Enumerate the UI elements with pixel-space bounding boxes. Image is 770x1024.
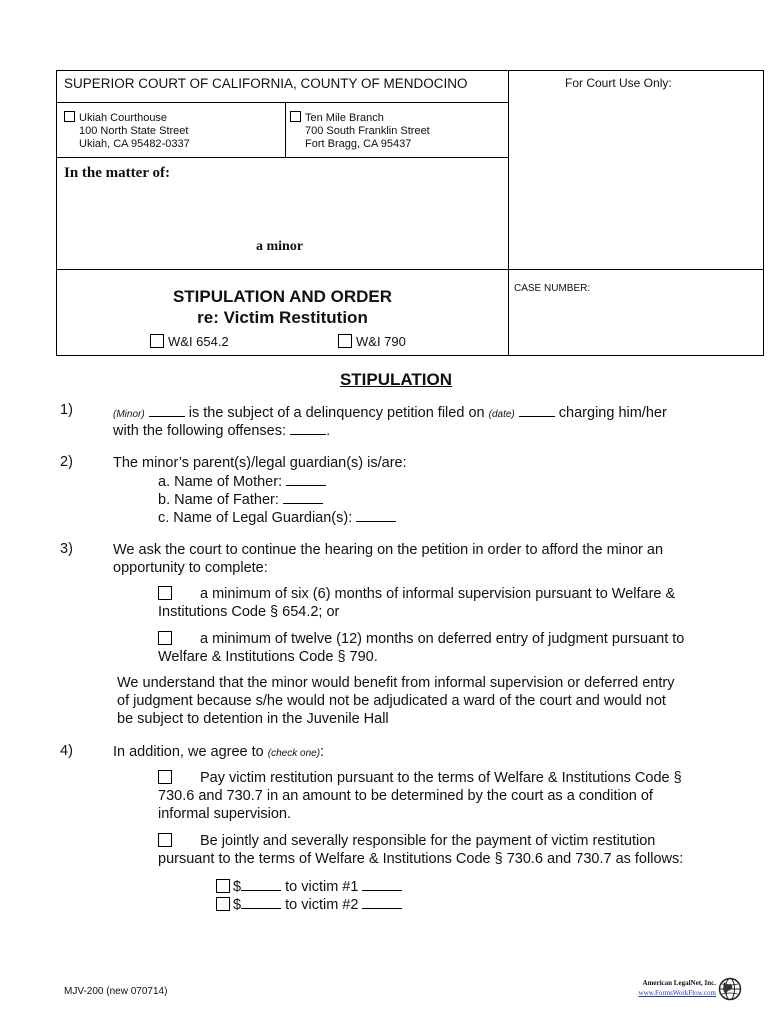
victim-2-amount-field[interactable] [241,895,281,909]
header-divider-h [56,102,509,103]
brand-url[interactable]: www.FormsWorkFlow.com [638,989,716,997]
victim-1-label: to victim #1 [285,879,359,895]
item-1-period: . [326,423,331,439]
victim-1-dollar: $ [233,879,242,895]
guardian-name-field[interactable] [356,508,396,522]
tenmile-line1: 700 South Franklin Street [305,125,430,137]
restitution-1-line3: informal supervision. [158,806,291,822]
case-number-label: CASE NUMBER: [514,283,591,294]
offenses-field[interactable] [290,421,326,435]
minor-name-field[interactable] [149,403,185,417]
guardian-row [158,508,396,527]
item-4-colon: : [320,744,325,760]
item-3-option-2 [158,630,684,648]
brand-block [608,977,742,1001]
tenmile-branch [290,111,430,151]
globe-logo-icon [718,977,742,1001]
form-id: MJV-200 (new 070714) [64,986,168,997]
item-2-number: 2) [60,454,73,470]
opt-790 [338,334,406,349]
stipulation-title: STIPULATION [339,370,453,389]
wi-654-label: W&I 654.2 [168,334,229,349]
item-1-text-c: with the following offenses: [113,423,287,439]
victim-2-name-field[interactable] [362,895,402,909]
tenmile-name: Ten Mile Branch [305,112,384,124]
option-2-line1: a minimum of twelve (12) months on deferred entry of judgment pursuant to [200,631,685,647]
wi-790-checkbox[interactable] [338,334,352,348]
item-4-number: 4) [60,743,73,759]
mother-row [158,472,326,491]
victim-1-checkbox[interactable] [216,879,230,893]
ukiah-line1: 100 North State Street [79,125,189,137]
item-3-line1: We ask the court to continue the hearing on the petition in order to afford the minor an [113,542,664,558]
ukiah-name: Ukiah Courthouse [79,112,168,124]
option-2-line2: Welfare & Institutions Code § 790. [158,649,378,665]
item-1-line2 [113,421,330,440]
item-3-option-1 [158,585,675,603]
item-2-intro: The minor’s parent(s)/legal guardian(s) is/are: [113,455,407,471]
opt-654 [150,334,229,349]
victim-1-row [216,877,402,896]
item-3-para-1: We understand that the minor would benefit from informal supervision or deferred entry [117,675,675,691]
option-1-line2: Institutions Code § 654.2; or [158,604,340,620]
header-divider-h2 [56,157,509,158]
restitution-1-line2: 730.6 and 730.7 in an amount to be determined by the court as a condition of [158,788,653,804]
mother-name-field[interactable] [286,472,326,486]
date-hint: (date) [488,409,515,420]
header-divider-v [285,102,286,157]
doc-title-2: re: Victim Restitution [197,308,368,327]
tenmile-line2: Fort Bragg, CA 95437 [305,138,412,150]
item-4-intro [113,743,324,763]
father-name-field[interactable] [283,490,323,504]
ukiah-checkbox[interactable] [64,111,75,122]
court-use-box [508,70,764,270]
doc-title-1: STIPULATION AND ORDER [172,287,393,306]
wi-790-label: W&I 790 [356,334,406,349]
item-1-text-a: is the subject of a delinquency petition filed on [188,405,485,421]
informal-supervision-checkbox[interactable] [158,586,172,600]
restitution-1-line1: Pay victim restitution pursuant to the terms of Welfare & Institutions Code § [200,770,682,786]
item-1-number: 1) [60,402,73,418]
check-one-hint: (check one) [267,748,321,759]
mother-label: a. Name of Mother: [158,474,283,490]
victim-2-row [216,895,402,914]
father-row [158,490,323,509]
court-title: SUPERIOR COURT OF CALIFORNIA, COUNTY OF MENDOCINO [64,76,468,91]
ukiah-line2: Ukiah, CA 95482-0337 [79,138,190,150]
restitution-2-line1: Be jointly and severally responsible for the payment of victim restitution [200,833,656,849]
victim-2-label: to victim #2 [285,897,359,913]
victim-2-dollar: $ [233,897,242,913]
wi-654-checkbox[interactable] [150,334,164,348]
deferred-entry-checkbox[interactable] [158,631,172,645]
victim-1-amount-field[interactable] [241,877,281,891]
minor-hint: (Minor) [113,409,145,420]
item-1-text-b: charging him/her [558,405,667,421]
option-1-line1: a minimum of six (6) months of informal supervision pursuant to Welfare & [200,586,676,602]
brand-name: American LegalNet, Inc. [642,979,716,987]
minor-label: a minor [256,239,304,254]
item-3-number: 3) [60,541,73,557]
guardian-label: c. Name of Legal Guardian(s): [158,510,353,526]
item-3-para-2: of judgment because s/he would not be adjudicated a ward of the court and would not [117,693,666,709]
restitution-2-line2: pursuant to the terms of Welfare & Institutions Code § 730.6 and 730.7 as follows: [158,851,684,867]
ukiah-courthouse [64,111,190,151]
tenmile-checkbox[interactable] [290,111,301,122]
petition-date-field[interactable] [519,403,555,417]
item-4-option-1 [158,769,682,787]
pay-restitution-checkbox[interactable] [158,770,172,784]
joint-responsibility-checkbox[interactable] [158,833,172,847]
item-4-option-2 [158,832,655,850]
item-4-intro-text: In addition, we agree to [113,744,264,760]
victim-2-checkbox[interactable] [216,897,230,911]
court-use-label: For Court Use Only: [565,76,672,90]
matter-label: In the matter of: [64,165,170,181]
item-3-para-3: be subject to detention in the Juvenile Hall [117,711,389,727]
father-label: b. Name of Father: [158,492,279,508]
victim-1-name-field[interactable] [362,877,402,891]
item-3-line2: opportunity to complete: [113,560,268,576]
